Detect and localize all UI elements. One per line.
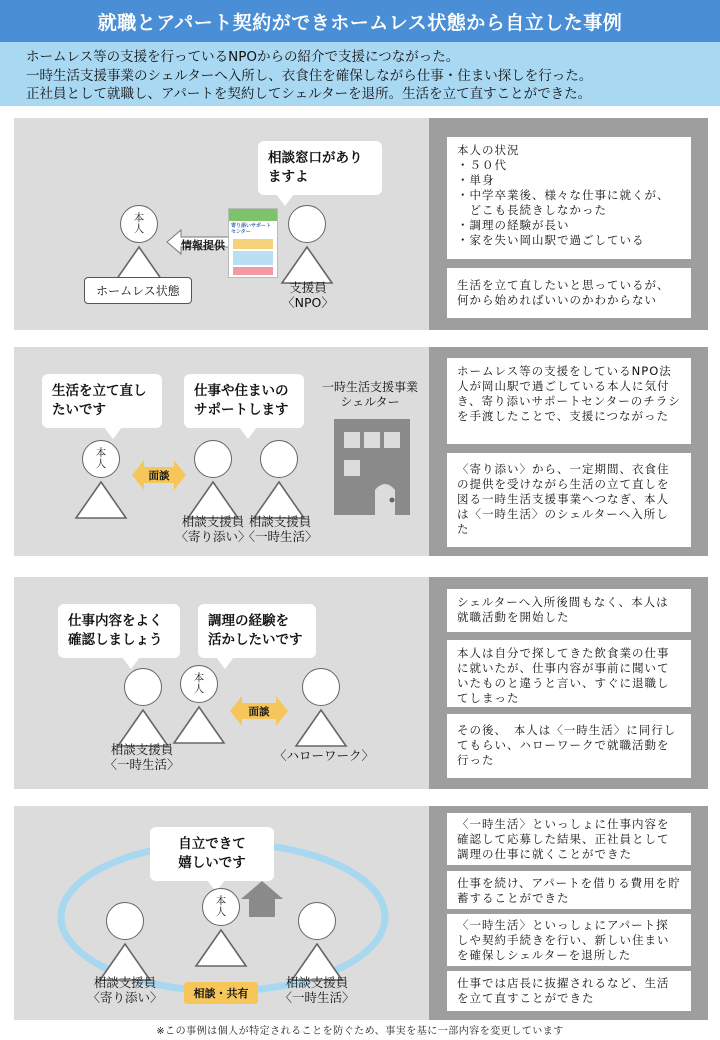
- flyer-title: 寄り添いサポートセンター: [231, 223, 272, 235]
- manager-box: 仕事では店長に抜擢されるなど、生活を立て直すことができた: [447, 971, 691, 1011]
- interview-label: 面談: [248, 705, 270, 718]
- person-self-head: 本 人: [120, 205, 158, 243]
- intro-summary: [0, 42, 720, 106]
- hellowork-head: [302, 668, 340, 706]
- speech-bubble-support: 仕事や住まいの サポートします: [184, 374, 304, 428]
- ichiji-head: [124, 668, 162, 706]
- hellowork-label: 〈ハローワーク〉: [274, 748, 375, 763]
- yorisoi-head: [106, 902, 144, 940]
- ichiji-label: 相談支援員 〈一時生活〉: [242, 514, 318, 544]
- status-box: 本人の状況 ・５０代 ・単身 ・中学卒業後、様々な仕事に就くが、 どこも長続きしなかった ・調理の経験が長い ・家を失い岡山駅で過ごしている: [447, 137, 691, 259]
- consult-share-tag: 相談・共有: [184, 982, 258, 1004]
- speech-bubble-supporter: 相談窓口があり ますよ: [258, 141, 382, 195]
- info-provide-label: 情報提供: [181, 239, 225, 252]
- shelter-entry-box: 〈寄り添い〉から、一定期間、衣食住の提供を受けながら生活の立て直しを図る一時生活支援事業へつなぎ、本人は〈一時生活〉のシェルターへ入所した: [447, 453, 691, 547]
- flyer-image: [228, 208, 278, 278]
- interview-arrow: [230, 694, 288, 728]
- intro-line-3: 正社員として就職し、アパートを契約してシェルターを退所。生活を立て直すことができた。: [26, 86, 592, 102]
- interview-label: 面談: [148, 469, 170, 482]
- npo-contact-box: ホームレス等の支援をしているNPO法人が岡山駅で過ごしている本人に気付き、寄り添いサポートセンターのチラシを手渡したことで、支援につながった: [447, 358, 691, 444]
- person-body-icon: [172, 705, 226, 745]
- interview-arrow: [132, 458, 186, 492]
- person-self-head: 本 人: [202, 888, 240, 926]
- wish-box: 生活を立て直したいと思っているが、何から始めればいいのかわからない: [447, 268, 691, 318]
- person-self: [74, 440, 128, 530]
- person-body-icon: [74, 480, 128, 520]
- savings-box: 仕事を続け、アパートを借りる費用を貯蓄することができた: [447, 871, 691, 909]
- intro-line-2: 一時生活支援事業のシェルターへ入所し、衣食住を確保しながら仕事・住まい探しを行った。: [26, 67, 593, 84]
- ichiji-head: [298, 902, 336, 940]
- intro-line-1: ホームレス等の支援を行っているNPOからの紹介で支援につながった。: [26, 49, 460, 65]
- person-self: [194, 888, 248, 978]
- person-self-head: 本 人: [180, 665, 218, 703]
- speech-bubble-self: 生活を立て直し たいです: [42, 374, 162, 428]
- page-title: 就職とアパート契約ができホームレス状態から自立した事例: [0, 0, 720, 42]
- yorisoi-label: 相談支援員 〈寄り添い〉: [87, 975, 163, 1005]
- homeless-status-tag: ホームレス状態: [84, 277, 192, 304]
- person-body-icon: [280, 245, 334, 285]
- employed-box: 〈一時生活〉といっしょに仕事内容を確認して応募した結果、正社員として調理の仕事に就くことができた: [447, 813, 691, 865]
- job-search-box: シェルターへ入所後間もなく、本人は就職活動を開始した: [447, 589, 691, 632]
- person-hellowork: [294, 668, 348, 758]
- hellowork-box: その後、 本人は〈一時生活〉に同行してもらい、ハローワークで就職活動を行った: [447, 714, 691, 778]
- speech-bubble-support: 仕事内容をよく 確認しましょう: [58, 604, 180, 658]
- npo-supporter-label: 支援員 〈NPO〉: [282, 280, 334, 310]
- ichiji-label: 相談支援員 〈一時生活〉: [279, 975, 355, 1005]
- person-self-head: 本 人: [82, 440, 120, 478]
- footnote: ※この事例は個人が特定されることを防ぐため、事実を基に一部内容を変更しています: [156, 1026, 564, 1037]
- shelter-label: 一時生活支援事業 シェルター: [321, 380, 418, 409]
- speech-bubble-self: 自立できて 嬉しいです: [150, 827, 274, 881]
- quit-job-box: 本人は自分で探してきた飲食業の仕事に就いたが、仕事内容が事前に聞いていたものと違うと言い、すぐに退職してしまった: [447, 640, 691, 707]
- ichiji-head: [260, 440, 298, 478]
- person-body-icon: [294, 708, 348, 748]
- yorisoi-head: [194, 440, 232, 478]
- yorisoi-label: 相談支援員 〈寄り添い〉: [175, 514, 251, 544]
- person-body-icon: [194, 928, 248, 968]
- shelter-building-icon: [333, 418, 411, 516]
- ichiji-label: 相談支援員 〈一時生活〉: [104, 742, 180, 772]
- apartment-box: 〈一時生活〉といっしょにアパート探しや契約手続きを行い、新しい住まいを確保しシェルターを退所した: [447, 914, 691, 966]
- supporter-head: [288, 205, 326, 243]
- speech-bubble-self: 調理の経験を 活かしたいです: [198, 604, 316, 658]
